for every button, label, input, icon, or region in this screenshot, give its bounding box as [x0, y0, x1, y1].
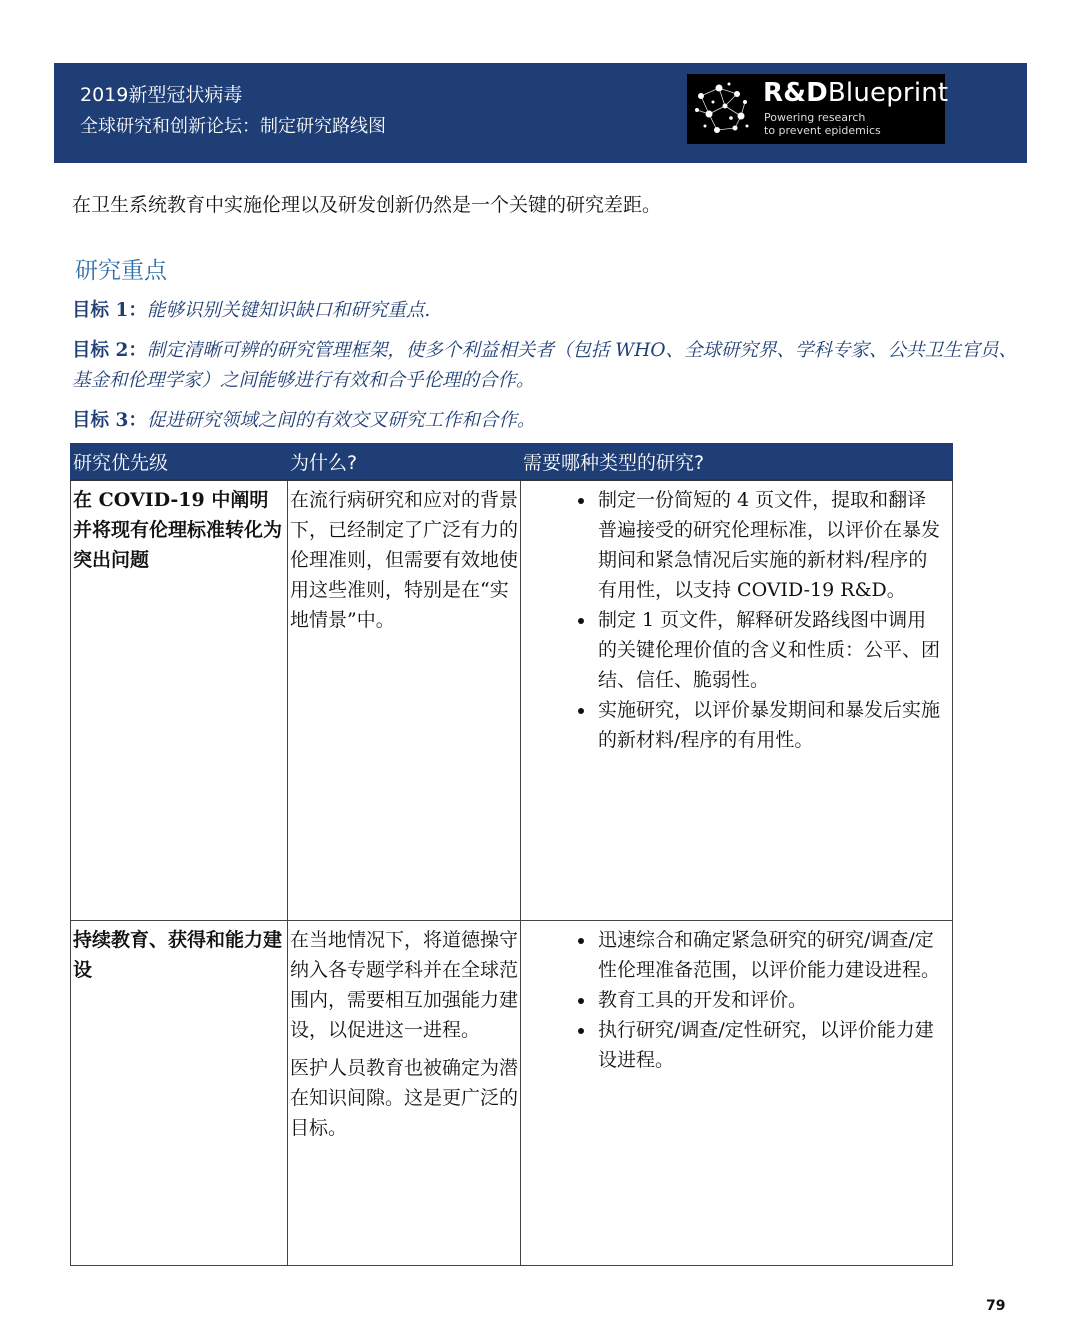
research-item: • 制定 1 页文件，解释研发路线图中调用的关键伦理价值的含义和性质：公平、团结、信任、脆弱性。 [596, 605, 942, 695]
priority-cell: 在 COVID-19 中阐明并将现有伦理标准转化为突出问题 [71, 480, 288, 920]
research-priority-table [70, 443, 953, 1266]
table-row [71, 920, 953, 1265]
header-why: 为什么? [288, 444, 521, 481]
header-title-line2: 全球研究和创新论坛：制定研究路线图 [80, 116, 386, 137]
header-banner [54, 63, 1027, 163]
goal-3: 目标 3：促进研究领域之间的有效交叉研究工作和合作。 [72, 410, 536, 431]
research-item: • 执行研究/调查/定性研究，以评价能力建设进程。 [596, 1015, 942, 1075]
why-cell [288, 920, 521, 1265]
rd-blueprint-logo [687, 74, 949, 144]
goal-2: 目标 2：制定清晰可辨的研究管理框架，使多个利益相关者（包括 WHO、全球研究界、学科专家、公共卫生官员、基金和伦理学家）之间能够进行有效和合乎伦理的合作。 [72, 340, 1018, 391]
network-sphere-icon [689, 76, 755, 142]
logo-tagline-2: to prevent epidemics [764, 124, 881, 137]
page-number: 79 [986, 1298, 1006, 1314]
why-paragraph: 在流行病研究和应对的背景下，已经制定了广泛有力的伦理准则，但需要有效地使用这些准则，特别是在“实地情景”中。 [290, 489, 519, 631]
intro-text: 在卫生系统教育中实施伦理以及研发创新仍然是一个关键的研究差距。 [72, 194, 662, 216]
research-cell [521, 480, 953, 920]
research-item: • 迅速综合和确定紧急研究的研究/调查/定性伦理准备范围，以评价能力建设进程。 [596, 925, 942, 985]
section-title: 研究重点 [75, 258, 167, 284]
header-priority: 研究优先级 [71, 444, 288, 481]
logo-name: R&DBlueprint [763, 78, 949, 108]
why-paragraph: 在当地情况下，将道德操守纳入各专题学科并在全球范围内，需要相互加强能力建设，以促进这一进程。 [290, 928, 519, 1041]
logo-tagline-1: Powering research [764, 111, 866, 124]
why-paragraph: 医护人员教育也被确定为潜在知识间隙。这是更广泛的目标。 [290, 1056, 519, 1139]
table-row [71, 480, 953, 920]
header-research-type: 需要哪种类型的研究? [521, 444, 953, 481]
goal-1: 目标 1：能够识别关键知识缺口和研究重点. [72, 300, 431, 321]
research-item: • 教育工具的开发和评价。 [596, 985, 942, 1015]
table-header-row [71, 444, 953, 481]
header-title-line1: 2019新型冠状病毒 [80, 84, 243, 106]
research-item: • 实施研究，以评价暴发期间和暴发后实施的新材料/程序的有用性。 [596, 695, 942, 755]
research-cell [521, 920, 953, 1265]
why-cell [288, 480, 521, 920]
priority-cell: 持续教育、获得和能力建设 [71, 920, 288, 1265]
research-item: • 制定一份简短的 4 页文件，提取和翻译普遍接受的研究伦理标准，以评价在暴发期间和紧急情况后实施的新材料/程序的有用性，以支持 COVID-19 R&D。 [596, 485, 942, 605]
